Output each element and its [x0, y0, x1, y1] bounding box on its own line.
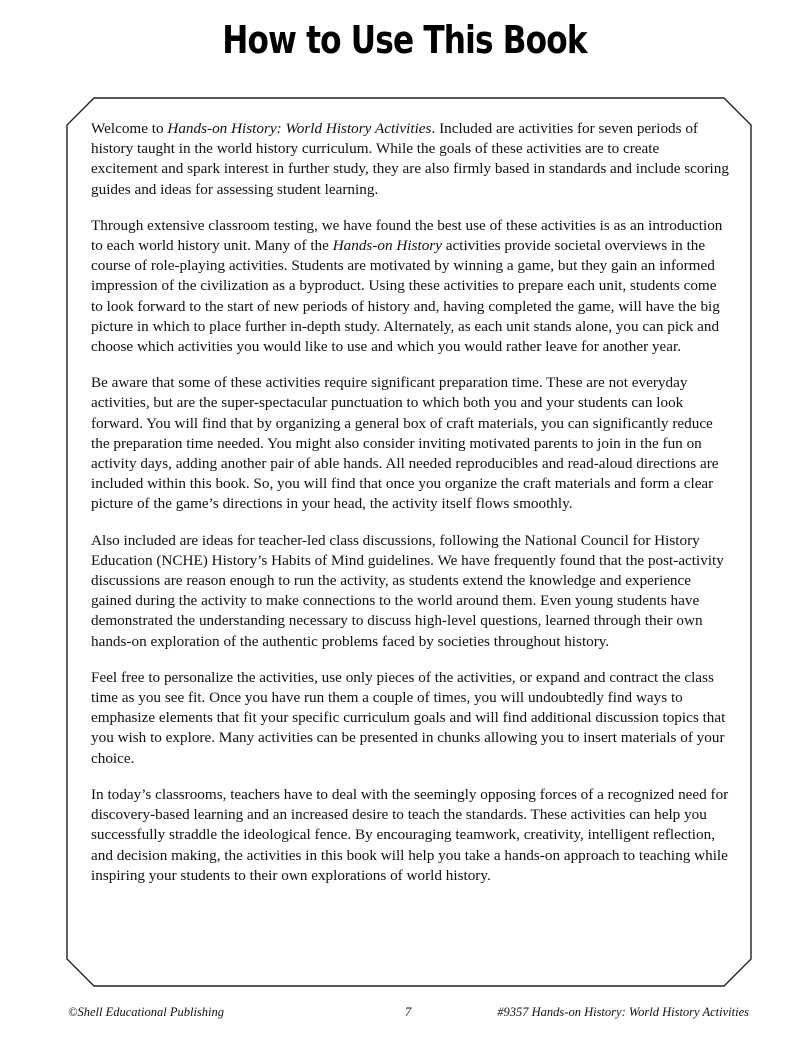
text-run: . Included are activities for seven periods of history taught in the world history curriculum. While the goals of these activities are to create excitement and spark interest in further study, they are also firmly based in standards and include scoring guides and ideas for assessing student learning. — [91, 120, 729, 198]
footer-page-number: 7 — [405, 1005, 412, 1019]
page-title: How to Use This Book — [222, 18, 587, 62]
footer-publisher: ©Shell Educational Publishing — [68, 1005, 225, 1019]
footer-product: #9357 Hands-on History: World History Activities — [497, 1005, 749, 1019]
text-run: Through extensive classroom testing, we have found the best use of these activities is as an introduction to each world history unit. Many of the — [91, 216, 723, 255]
page-footer — [0, 1005, 809, 1025]
paragraph-classroom-testing — [91, 216, 729, 357]
paragraph-welcome — [91, 119, 729, 200]
paragraph-discussions: Also included are ideas for teacher-led class discussions, following the National Council for History Education (NCHE) History’s Habits of Mind guidelines. We have frequently found that the post-activity discussions are reason enough to run the activity, as students extend the knowledge and experience gained during the activity to make connections to the world around them. Even young students have demonstrated the understanding necessary to discuss high-level questions, learned through their own hands-on exploration of the authentic problems faced by societies throughout history. — [91, 531, 724, 650]
body-text — [91, 119, 729, 886]
book-title: Hands-on History: World History Activities — [167, 120, 432, 137]
paragraph-preparation: Be aware that some of these activities require significant preparation time. These are not everyday activities, but are the super-spectacular punctuation to which both you and your students can look forward. You will find that by organizing a general box of craft materials, you can significantly reduce the preparation time needed. You might also consider inviting motivated parents to join in the fun on activity days, adding another pair of able hands. All needed reproducibles and read-aloud directions are included within this book. So, you will find that once you organize the craft materials and form a clear picture of the game’s directions in your head, the activity itself flows smoothly. — [91, 374, 719, 513]
series-name: Hands-on History — [332, 237, 442, 255]
paragraph-personalize: Feel free to personalize the activities, use only pieces of the activities, or expand and contract the class time as you see fit. Once you have run them a couple of times, you will undoubtedly find ways to emphasize elements that fit your specific curriculum goals and will find additional discussion topics that you wish to explore. Many activities can be presented in chunks allowing you to insert materials of your choice. — [91, 668, 726, 767]
paragraph-classrooms: In today’s classrooms, teachers have to deal with the seemingly opposing forces of a recognized need for discovery-based learning and an increased desire to teach the standards. These activities can help you successfully straddle the ideological fence. By encouraging teamwork, creativity, intelligent reflection, and decision making, the activities in this book will help you take a hands-on approach to teaching while inspiring your students to their own explorations of world history. — [91, 785, 729, 884]
text-run: Welcome to — [91, 120, 168, 137]
text-run: activities provide societal overviews in the course of role-playing activities. Students are motivated by winning a game, but they gain an informed impression of the civilization as a byproduct. Using these activities to prepare each unit, students come to look forward to the start of new periods of history and, having completed the game, will have the big picture in which to place further in-depth study. Alternately, as each unit stands alone, you can pick and choose which activities you would like to use and which you would rather leave for another year. — [91, 237, 720, 356]
